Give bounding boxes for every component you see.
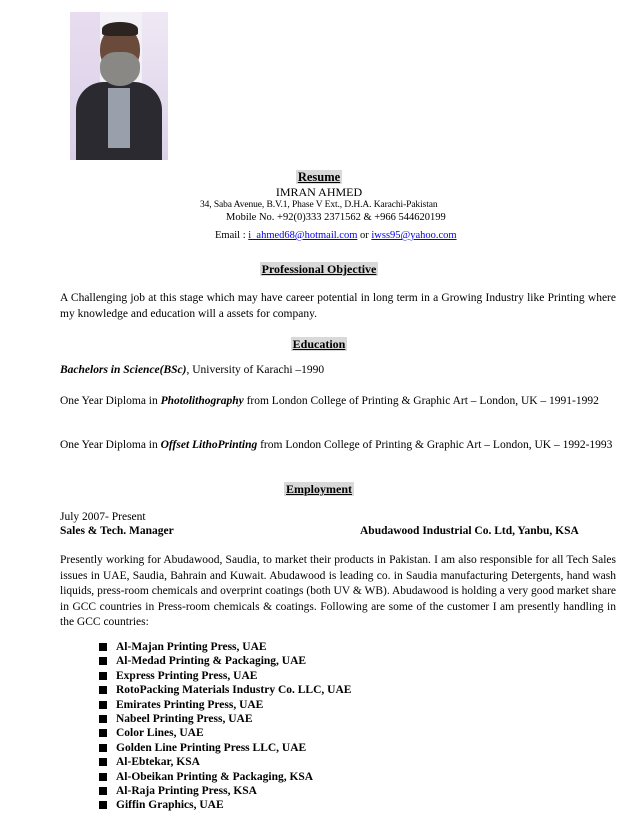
section-heading-education: Education [292, 337, 346, 351]
address: 34, Saba Avenue, B.V.1, Phase V Ext., D.H.A. Karachi-Pakistan [200, 200, 438, 210]
email-link-hotmail[interactable]: i_ahmed68@hotmail.com [248, 230, 358, 241]
section-heading-objective: Professional Objective [261, 262, 377, 276]
profile-photo [70, 12, 168, 160]
email-or: or [359, 230, 369, 241]
list-item: Al-Ebtekar, KSA [98, 755, 351, 769]
resume-title: Resume [297, 170, 341, 184]
list-item: Golden Line Printing Press LLC, UAE [98, 741, 351, 755]
email-line [215, 230, 457, 241]
list-item: Express Printing Press, UAE [98, 669, 351, 683]
objective-text: A Challenging job at this stage which may have career potential in long term in a Growing Industry like Printing where my knowledge and education will a assets for company. [60, 292, 616, 320]
list-item: Al-Majan Printing Press, UAE [98, 640, 351, 654]
email-label: Email : [215, 230, 246, 241]
list-item: Al-Obeikan Printing & Packaging, KSA [98, 770, 351, 784]
candidate-name: IMRAN AHMED [275, 185, 363, 199]
list-item: Color Lines, UAE [98, 726, 351, 740]
job-title: Sales & Tech. Manager [60, 525, 174, 537]
list-item: Giffin Graphics, UAE [98, 798, 351, 812]
list-item: Emirates Printing Press, UAE [98, 698, 351, 712]
list-item: Al-Raja Printing Press, KSA [98, 784, 351, 798]
education-item: Bachelors in Science(BSc), University of Karachi –1990 [60, 364, 325, 376]
list-item: RotoPacking Materials Industry Co. LLC, UAE [98, 683, 351, 697]
list-item: Nabeel Printing Press, UAE [98, 712, 351, 726]
email-link-yahoo[interactable]: iwss95@yahoo.com [371, 230, 457, 241]
list-item: Al-Medad Printing & Packaging, UAE [98, 654, 351, 668]
degree-name: Bachelors in Science(BSc) [60, 364, 187, 376]
diploma-subject: Offset LithoPrinting [160, 439, 258, 451]
customer-list [98, 640, 351, 813]
mobile-number: Mobile No. +92(0)333 2371562 & +966 544620199 [226, 212, 446, 223]
employment-dates: July 2007- Present [60, 511, 146, 523]
education-item: One Year Diploma in Photolithography from London College of Printing & Graphic Art – London, UK – 1991-1992 [60, 395, 599, 407]
employer-name: Abudawood Industrial Co. Ltd, Yanbu, KSA [360, 525, 579, 537]
education-item: One Year Diploma in Offset LithoPrinting from London College of Printing & Graphic Art – London, UK – 1992-1993 [60, 439, 613, 451]
section-heading-employment: Employment [286, 482, 352, 496]
job-description: Presently working for Abudawood, Saudia, to market their products in Pakistan. I am also responsible for all Tech Sales issues in UAE, Saudia, Bahrain and Kuwait. Abudawood is leading co. in Saudia manufacturing Detergents, hand wash liquids, press-room chemicals and overprint coatings (both UV & WB). Abudawood is holding a very good market share in GCC countries in Press-room chemicals & coatings. Following are some of the customer I am presently handling in the GCC countries: [60, 554, 616, 628]
diploma-subject: Photolithography [160, 395, 244, 407]
